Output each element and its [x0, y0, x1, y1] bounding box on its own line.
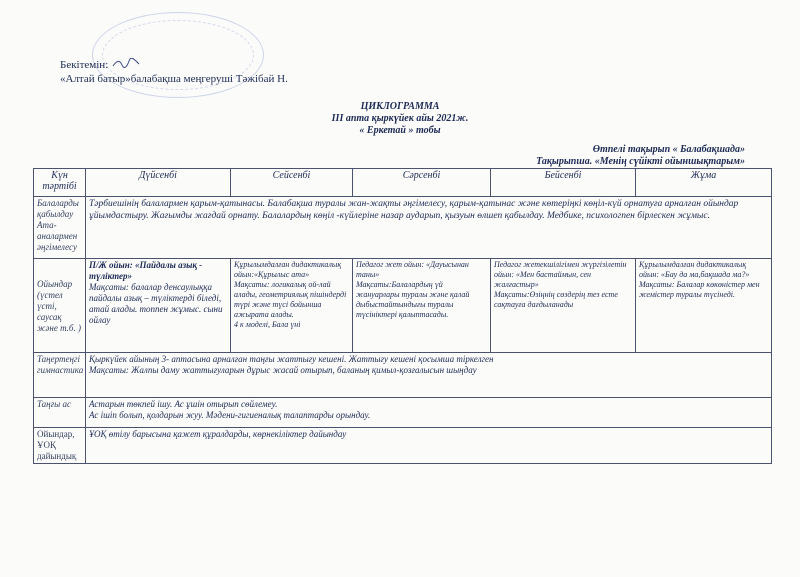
header-friday: Жұма [636, 169, 772, 197]
games-wednesday-body: Мақсаты:Балалардың үй жануарлары туралы және қалай дыбыстайтындығы туралы түсініктері қалыптасады. [356, 280, 470, 319]
gym-line-1: Қыркүйек айының 3- аптасына арналған таңғы жаттығу кешені. Жаттығу кешені қосымша тіркелген [89, 354, 494, 364]
row-gym-text [86, 353, 772, 398]
games-tuesday-extra: 4 к моделі, Бала үні [234, 320, 301, 329]
gym-line-2: Мақсаты: Жалпы даму жаттығуларын дұрыс жасай отырып, баланың қимыл-қозғалысын шыңдау [89, 365, 477, 375]
row-reception-text: Тәрбиешінің балалармен қарым-қатынасы. Балабақша туралы жан-жақты әңгімелесу, қарым-қатынас және көтеріңкі көңіл-күй орнатуға арналған ойындар ұйымдастыру. Жағымды жағдай орнату. Балалардың көңіл -күйлеріне назар аударып, қызуын өлшеп қабылдау. Медбике, психологпен бірлескен жұмыс. [86, 197, 772, 259]
breakfast-line-2: Ас ішіп болып, қолдарын жуу. Мәдени-гигиеналық талаптарды орындау. [89, 410, 371, 420]
header-wednesday: Сәрсенбі [353, 169, 491, 197]
cell-games-thursday [491, 259, 636, 353]
approval-line-2: «Алтай батыр»балабақша меңгерушi Тәжібай Н. [60, 73, 288, 85]
approval-line-1 [60, 58, 288, 72]
header-tuesday: Сейсенбі [231, 169, 353, 197]
breakfast-line-1: Астарын төкпей ішу. Ас ұшін отырып сөйлемеу. [89, 399, 278, 409]
title-week: III апта қыркүйек айы 2021ж. [331, 113, 469, 124]
games-thursday-intro: Педагог жетекшілігімен жүргізілетін ойын: «Мен бастаймын, сен жалғастыр» [494, 260, 627, 289]
row-breakfast-text [86, 398, 772, 428]
games-tuesday-body: Мақсаты: логикалық ой-лай алады, геометриялық пішіндерді түрі және түсі бойынша ажырата алады. [234, 280, 347, 319]
title-group: « Еркетай » тобы [359, 125, 441, 136]
games-thursday-body: Мақсаты:Өзіңнің сөздерің тез есте сақтауға дағдыланады [494, 290, 618, 309]
row-breakfast [34, 398, 772, 428]
signature-mark [111, 58, 141, 68]
cell-games-friday [636, 259, 772, 353]
row-prep-label: Ойындар, ҰОҚ дайындық [34, 428, 86, 464]
topic-theme: Тақырыпша. «Менің сүйікті ойыншықтарым» [536, 156, 745, 167]
cell-games-wednesday [353, 259, 491, 353]
header-thursday: Бейсенбі [491, 169, 636, 197]
row-prep [34, 428, 772, 464]
approval-label: Бекітемін: [60, 59, 109, 71]
row-gym [34, 353, 772, 398]
document-title [0, 101, 800, 113]
row-reception [34, 197, 772, 259]
games-monday-body: Мақсаты: балалар денсаулыққа пайдалы азық – түліктерді біледі, атай алады. топпен жұмыс. сыни ойлау [89, 282, 223, 325]
cell-games-monday [86, 259, 231, 353]
title-main: ЦИКЛОГРАММА [360, 101, 440, 112]
games-tuesday-intro: Құрылымдалған дидактикалық ойын:«Құрылыс ата» [234, 260, 342, 279]
header-schedule: Күн тәртібі [34, 169, 86, 197]
row-reception-label: Балаларды қабылдау Ата-аналармен әңгімелесу [34, 197, 86, 259]
schedule-table [33, 168, 772, 464]
cell-games-tuesday [231, 259, 353, 353]
topic-through: Өтпелі тақырып « Балабақшада» [592, 144, 745, 155]
header-monday: Дүйсенбі [86, 169, 231, 197]
games-friday-intro: Құрылымдалған дидактикалық ойын: «Бау да ма,бақшада ма?» [639, 260, 750, 279]
header-row [34, 169, 772, 197]
games-friday-body: Мақсаты: Балалар көкөністер мен жемістер туралы түсінеді. [639, 280, 760, 299]
row-gym-label: Таңертеңгі гимнастика [34, 353, 86, 398]
row-games-label: Ойындар (үстел үсті, саусақ және т.б. ) [34, 259, 86, 353]
topic-block [536, 144, 745, 168]
games-wednesday-intro: Педагог жет ойын: «Дауысынан таны» [356, 260, 469, 279]
row-prep-text: ҰОҚ өтілу барысына қажет құралдарды, көрнекіліктер дайындау [86, 428, 772, 464]
row-games [34, 259, 772, 353]
games-monday-title: П/Ж ойын: «Пайдалы азық - түліктер» [89, 260, 203, 281]
row-breakfast-label: Таңғы ас [34, 398, 86, 428]
approval-block [60, 58, 288, 86]
